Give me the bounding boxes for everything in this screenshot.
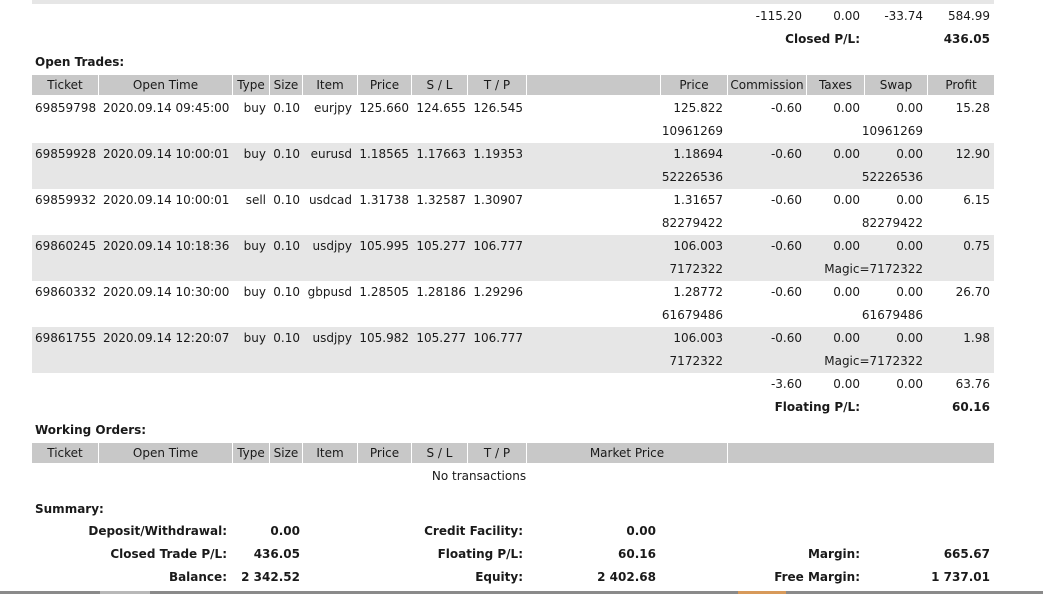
trade-sl: 1.28186 — [416, 285, 466, 299]
wo-col-type: Type — [233, 443, 269, 463]
trade-commission: -0.60 — [770, 193, 802, 207]
equity-label: Equity: — [475, 570, 523, 584]
trade-order-id: 52226536 — [661, 170, 723, 184]
trade-tp: 1.30907 — [473, 193, 523, 207]
trade-ticket: 69860245 — [35, 239, 97, 253]
trade-magic: 61679486 — [861, 308, 923, 322]
trade-tp: 1.19353 — [473, 147, 523, 161]
trade-magic: Magic=7172322 — [824, 354, 923, 368]
trade-item: usdjpy — [312, 239, 352, 253]
trade-ticket: 69859928 — [35, 147, 97, 161]
trade-sl: 1.17663 — [416, 147, 466, 161]
col-item: Item — [303, 75, 357, 95]
col-commission: Commission — [728, 75, 806, 95]
trade-type: buy — [243, 285, 266, 299]
trade-type: sell — [245, 193, 266, 207]
wo-col-tp: T / P — [468, 443, 526, 463]
open-taxes-total: 0.00 — [833, 377, 860, 391]
trade-open-time: 2020.09.14 10:00:01 — [103, 147, 230, 161]
credit-facility-value: 0.00 — [626, 524, 656, 538]
trade-price: 1.28505 — [359, 285, 409, 299]
trade-type: buy — [243, 101, 266, 115]
trade-item: usdcad — [308, 193, 352, 207]
trade-order-id: 7172322 — [669, 262, 723, 276]
margin-label: Margin: — [807, 547, 860, 561]
trade-swap: 0.00 — [896, 147, 923, 161]
balance-value: 2 342.52 — [241, 570, 300, 584]
trade-tp: 106.777 — [473, 331, 523, 345]
trade-tp: 126.545 — [473, 101, 523, 115]
col-taxes: Taxes — [807, 75, 864, 95]
open-commission-total: -3.60 — [770, 377, 802, 391]
trade-type: buy — [243, 331, 266, 345]
wo-col-item: Item — [303, 443, 357, 463]
trade-sl: 105.277 — [416, 239, 466, 253]
trade-size: 0.10 — [273, 331, 300, 345]
trade-profit: 0.75 — [963, 239, 990, 253]
summary-floating-value: 60.16 — [618, 547, 656, 561]
trade-open-time: 2020.09.14 10:18:36 — [103, 239, 230, 253]
trade-taxes: 0.00 — [833, 331, 860, 345]
trade-open-time: 2020.09.14 12:20:07 — [103, 331, 230, 345]
equity-value: 2 402.68 — [597, 570, 656, 584]
open-trades-title: Open Trades: — [35, 55, 125, 69]
open-profit-total: 63.76 — [955, 377, 990, 391]
closed-trade-pl-label: Closed Trade P/L: — [110, 547, 227, 561]
closed-pl-label: Closed P/L: — [785, 32, 860, 46]
trade-tp: 1.29296 — [473, 285, 523, 299]
trade-order-id: 82279422 — [661, 216, 723, 230]
wo-col-size: Size — [270, 443, 302, 463]
free-margin-value: 1 737.01 — [931, 570, 990, 584]
trade-profit: 6.15 — [963, 193, 990, 207]
col-size: Size — [270, 75, 302, 95]
trade-commission: -0.60 — [770, 331, 802, 345]
deposit-value: 0.00 — [270, 524, 300, 538]
credit-facility-label: Credit Facility: — [424, 524, 523, 538]
col-tp: T / P — [468, 75, 526, 95]
trade-sl: 105.277 — [416, 331, 466, 345]
wo-col-open-time: Open Time — [99, 443, 232, 463]
balance-label: Balance: — [168, 570, 227, 584]
col-open-time: Open Time — [99, 75, 232, 95]
trade-swap: 0.00 — [896, 239, 923, 253]
closed-taxes-total: 0.00 — [833, 9, 860, 23]
wo-col-ticket: Ticket — [32, 443, 98, 463]
trade-magic: Magic=7172322 — [824, 262, 923, 276]
trade-current-price: 1.28772 — [673, 285, 723, 299]
trade-swap: 0.00 — [896, 331, 923, 345]
trade-price: 105.982 — [359, 331, 409, 345]
trade-sl: 124.655 — [416, 101, 466, 115]
trade-profit: 26.70 — [955, 285, 990, 299]
summary-floating-label: Floating P/L: — [437, 547, 523, 561]
trade-ticket: 69860332 — [35, 285, 97, 299]
margin-value: 665.67 — [943, 547, 990, 561]
open-trades-header — [32, 75, 994, 95]
open-swap-total: 0.00 — [896, 377, 923, 391]
trade-commission: -0.60 — [770, 101, 802, 115]
col-ticket: Ticket — [32, 75, 98, 95]
wo-col-blank — [728, 443, 994, 463]
closed-commission-total: -115.20 — [755, 9, 802, 23]
floating-pl-label: Floating P/L: — [774, 400, 860, 414]
summary-title: Summary: — [35, 502, 104, 516]
trade-taxes: 0.00 — [833, 239, 860, 253]
working-orders-title: Working Orders: — [35, 423, 147, 437]
trade-current-price: 1.31657 — [673, 193, 723, 207]
previous-row-band — [32, 0, 994, 4]
col-sl: S / L — [412, 75, 467, 95]
working-orders-header — [32, 443, 994, 463]
trade-size: 0.10 — [273, 193, 300, 207]
trade-price: 1.31738 — [359, 193, 409, 207]
wo-col-market-price: Market Price — [527, 443, 727, 463]
trade-open-time: 2020.09.14 10:00:01 — [103, 193, 230, 207]
trade-profit: 12.90 — [955, 147, 990, 161]
trade-sl: 1.32587 — [416, 193, 466, 207]
trade-commission: -0.60 — [770, 239, 802, 253]
trade-item: gbpusd — [307, 285, 352, 299]
trade-swap: 0.00 — [896, 101, 923, 115]
trade-current-price: 1.18694 — [673, 147, 723, 161]
trade-order-id: 10961269 — [661, 124, 723, 138]
col-blank — [527, 75, 660, 95]
col-type: Type — [233, 75, 269, 95]
trade-commission: -0.60 — [770, 285, 802, 299]
trade-item: usdjpy — [312, 331, 352, 345]
closed-swap-total: -33.74 — [884, 9, 923, 23]
col-price: Price — [358, 75, 411, 95]
floating-pl-value: 60.16 — [952, 400, 990, 414]
trade-tp: 106.777 — [473, 239, 523, 253]
trade-taxes: 0.00 — [833, 101, 860, 115]
col-profit: Profit — [928, 75, 994, 95]
trade-swap: 0.00 — [896, 285, 923, 299]
trade-size: 0.10 — [273, 285, 300, 299]
closed-pl-value: 436.05 — [943, 32, 990, 46]
free-margin-label: Free Margin: — [774, 570, 860, 584]
trade-item: eurjpy — [314, 101, 352, 115]
trade-current-price: 106.003 — [673, 331, 723, 345]
trade-profit: 1.98 — [963, 331, 990, 345]
trade-magic: 10961269 — [861, 124, 923, 138]
trade-price: 125.660 — [359, 101, 409, 115]
trade-order-id: 61679486 — [661, 308, 723, 322]
wo-col-sl: S / L — [412, 443, 467, 463]
trade-current-price: 106.003 — [673, 239, 723, 253]
col-current-price: Price — [661, 75, 727, 95]
trade-open-time: 2020.09.14 09:45:00 — [103, 101, 230, 115]
trade-magic: 82279422 — [861, 216, 923, 230]
trade-price: 1.18565 — [359, 147, 409, 161]
trade-taxes: 0.00 — [833, 193, 860, 207]
trade-taxes: 0.00 — [833, 147, 860, 161]
col-swap: Swap — [865, 75, 927, 95]
trade-ticket: 69859932 — [35, 193, 97, 207]
wo-col-price: Price — [358, 443, 411, 463]
closed-profit-total: 584.99 — [948, 9, 990, 23]
trade-size: 0.10 — [273, 101, 300, 115]
trade-open-time: 2020.09.14 10:30:00 — [103, 285, 230, 299]
trade-current-price: 125.822 — [673, 101, 723, 115]
trade-ticket: 69861755 — [35, 331, 97, 345]
trade-size: 0.10 — [273, 239, 300, 253]
trade-commission: -0.60 — [770, 147, 802, 161]
deposit-label: Deposit/Withdrawal: — [88, 524, 227, 538]
trade-price: 105.995 — [359, 239, 409, 253]
trade-magic: 52226536 — [861, 170, 923, 184]
trade-item: eurusd — [310, 147, 352, 161]
trade-type: buy — [243, 147, 266, 161]
trade-taxes: 0.00 — [833, 285, 860, 299]
closed-trade-pl-value: 436.05 — [253, 547, 300, 561]
trade-ticket: 69859798 — [35, 101, 97, 115]
trade-profit: 15.28 — [955, 101, 990, 115]
trade-type: buy — [243, 239, 266, 253]
trade-size: 0.10 — [273, 147, 300, 161]
trade-swap: 0.00 — [896, 193, 923, 207]
trade-order-id: 7172322 — [669, 354, 723, 368]
no-transactions-text: No transactions — [431, 469, 527, 483]
